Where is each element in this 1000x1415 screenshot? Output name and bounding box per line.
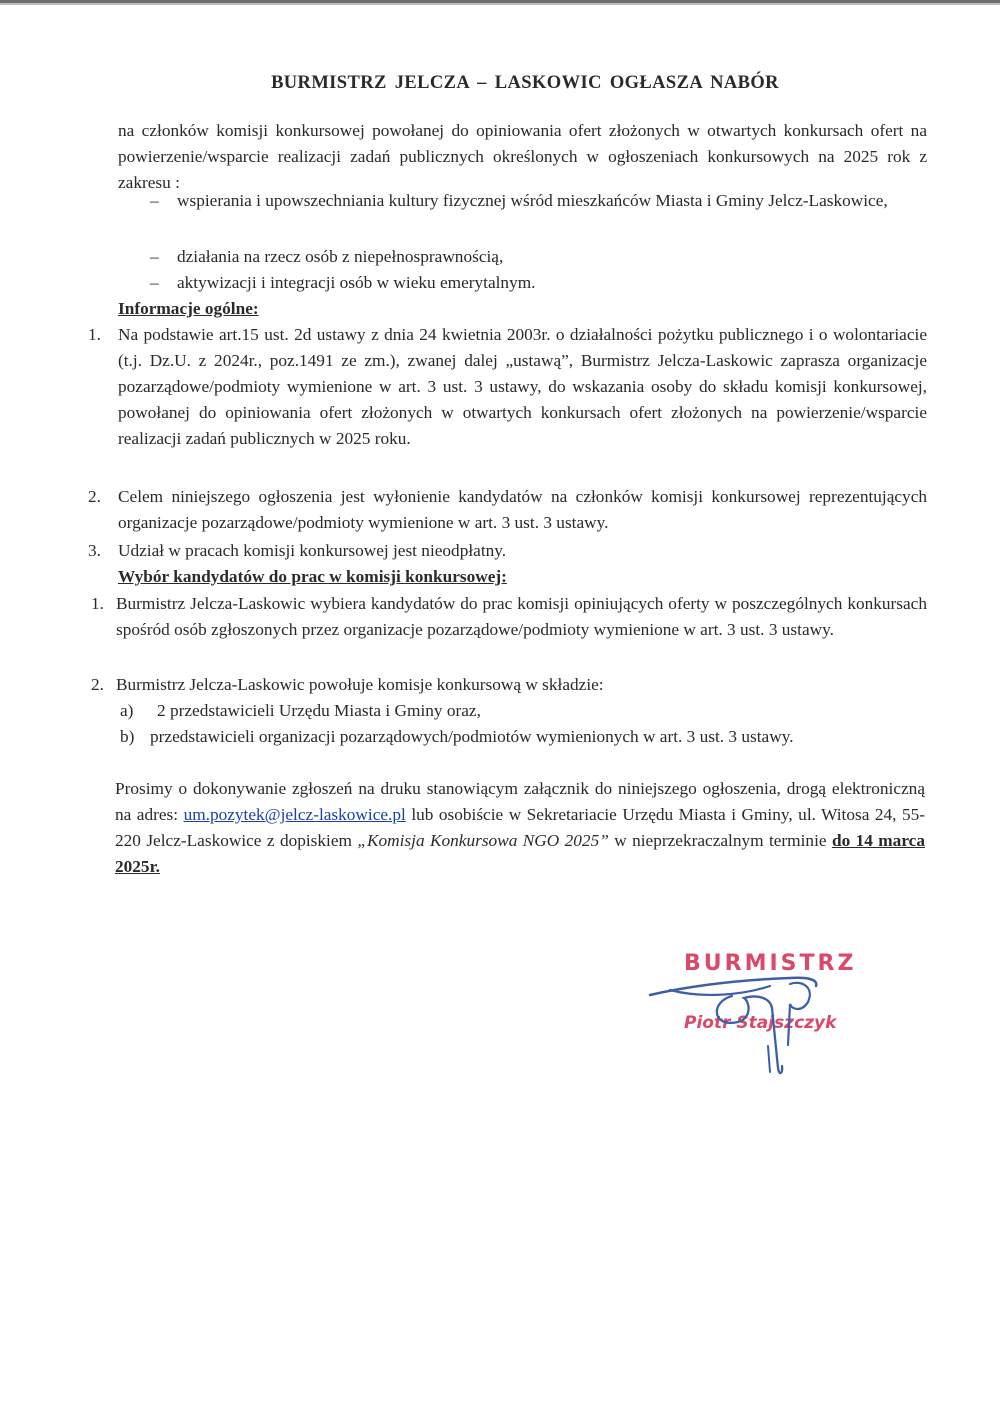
item-number: 3.: [88, 541, 101, 560]
selection-item-text: Burmistrz Jelcza-Laskowic powołuje komisje konkursową w składzie:: [116, 675, 604, 694]
email-link[interactable]: um.pozytek@jelcz-laskowice.pl: [183, 805, 406, 824]
selection-subitem: [120, 698, 927, 724]
general-item-text: Celem niniejszego ogłoszenia jest wyłonienie kandydatów na członków komisji konkursowej reprezentujących organizacje pozarządowe/podmioty wymienione w art. 3 ust. 3 ustawy.: [118, 487, 927, 532]
dash-bullet: –: [150, 191, 159, 210]
item-number: 1.: [88, 325, 101, 344]
general-item-text: Udział w pracach komisji konkursowej jest nieodpłatny.: [118, 541, 507, 560]
submission-note: „Komisja Konkursowa NGO 2025”: [357, 831, 609, 850]
scope-item-text: działania na rzecz osób z niepełnosprawnością,: [177, 247, 504, 266]
general-item: [88, 538, 927, 564]
mayor-stamp-title: BURMISTRZ: [684, 951, 857, 976]
mayor-stamp-name: Piotr Stajszczyk: [684, 1013, 837, 1033]
scope-item-text: aktywizacji i integracji osób w wieku emerytalnym.: [177, 273, 536, 292]
selection-subitem: [120, 724, 927, 750]
selection-subitem-text: przedstawicieli organizacji pozarządowych/podmiotów wymienionych w art. 3 ust. 3 ustawy.: [150, 727, 794, 746]
scope-item: [150, 188, 927, 214]
closing-text: lub osobiście w Sekretariacie Urzędu Miasta i Gminy, ul. Witosa 24, 55-220 Jelcz-Laskowice z dopiskiem: [115, 805, 925, 850]
scope-item-text: wspierania i upowszechniania kultury fizycznej wśród mieszkańców Miasta i Gminy Jelcz-Laskowice,: [177, 191, 888, 210]
scope-item: [150, 244, 927, 270]
closing-text: w nieprzekraczalnym terminie: [608, 831, 832, 850]
closing-text: Prosimy o dokonywanie zgłoszeń na druku stanowiącym załącznik do niniejszego ogłoszenia, drogą elektroniczną na adres:: [115, 779, 925, 824]
general-item: [88, 484, 927, 536]
page-title: BURMISTRZ JELCZA – LASKOWIC OGŁASZA NABÓR: [271, 73, 779, 93]
selection-item-text: Burmistrz Jelcza-Laskowic wybiera kandydatów do prac komisji opiniujących oferty w poszczególnych konkursach spośród osób zgłoszonych przez organizacje pozarządowe/podmioty wymienione w art. 3 ust. 3 ustawy.: [116, 594, 927, 639]
item-number: 2.: [91, 675, 104, 694]
general-item-text: Na podstawie art.15 ust. 2d ustawy z dnia 24 kwietnia 2003r. o działalności pożytku publicznego i o wolontariacie (t.j. Dz.U. z 2024r., poz.1491 ze zm.), zwanej dalej „ustawą”, Burmistrz Jelcza-Laskowic zaprasza organizacje pozarządowe/podmioty wymienione w art. 3 ust. 3 ustawy, do wskazania osoby do składu komisji konkursowej, powołanej do opiniowania ofert złożonych w otwartych konkursach ofert złożonych na powierzenie/wsparcie realizacji zadań publicznych w 2025 roku.: [118, 325, 927, 448]
sub-letter: a): [120, 701, 134, 720]
intro-paragraph: na członków komisji konkursowej powołanej do opiniowania ofert złożonych w otwartych konkursach ofert na powierzenie/wsparcie realizacji zadań publicznych określonych w ogłoszeniach konkursowych na 2025 rok z zakresu :: [118, 121, 927, 192]
item-number: 2.: [88, 487, 101, 506]
general-item: [88, 322, 927, 452]
selection-item: [91, 672, 927, 698]
handwritten-signature: [640, 950, 840, 1080]
dash-bullet: –: [150, 273, 159, 292]
scope-item: [150, 270, 927, 296]
scan-top-edge-shadow: [0, 3, 1000, 5]
item-number: 1.: [91, 594, 104, 613]
selection-heading: Wybór kandydatów do prac w komisji konkursowej:: [118, 567, 507, 586]
dash-bullet: –: [150, 247, 159, 266]
deadline-date: do 14 marca 2025r.: [115, 831, 925, 876]
general-info-heading: Informacje ogólne:: [118, 299, 259, 318]
selection-item: [91, 591, 927, 643]
closing-paragraph: [115, 776, 925, 880]
selection-subitem-text: 2 przedstawicieli Urzędu Miasta i Gminy oraz,: [157, 701, 481, 720]
sub-letter: b): [120, 727, 135, 746]
